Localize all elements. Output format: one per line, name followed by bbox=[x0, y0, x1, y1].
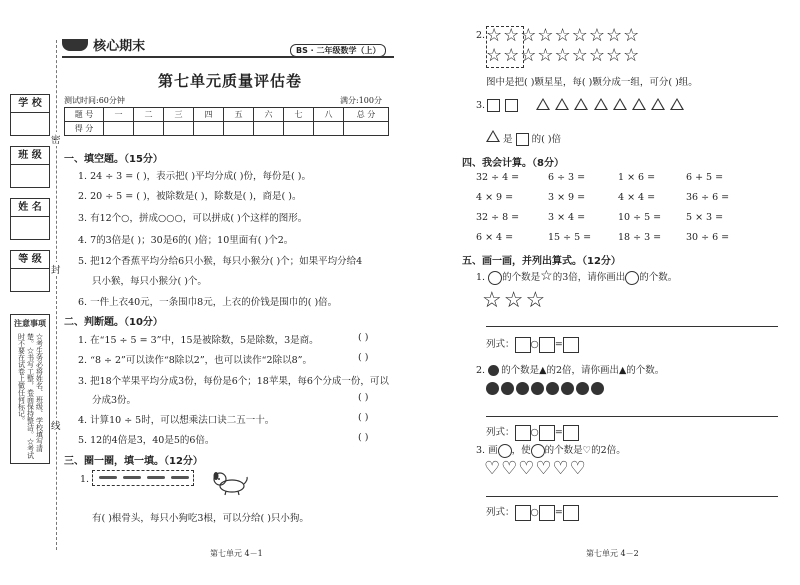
triangle-icon bbox=[651, 98, 665, 110]
circle-icon bbox=[498, 444, 512, 458]
bone-icon bbox=[123, 476, 141, 479]
calc-item: 36 ÷ 6 = bbox=[686, 192, 730, 203]
triangle-icon bbox=[574, 98, 588, 110]
section5-heading: 五、画一画，并列出算式。（12分） bbox=[462, 256, 621, 267]
s1-q5a: 5. 把12个香蕉平均分给6只小猴，每只小猴分( )个；如果平均分给4 bbox=[78, 256, 363, 267]
s5-q3-hearts: ♡♡♡♡♡♡ bbox=[484, 458, 587, 479]
seal-line bbox=[56, 40, 57, 550]
circle-icon bbox=[488, 271, 502, 285]
score-cell: 四 bbox=[194, 108, 224, 122]
s5-q3-formula bbox=[486, 504, 579, 521]
score-input[interactable] bbox=[194, 122, 224, 136]
name-label: 姓 名 bbox=[10, 198, 50, 217]
formula-op: ○ bbox=[530, 427, 539, 438]
circle-icon bbox=[531, 444, 545, 458]
formula-box[interactable] bbox=[539, 425, 555, 441]
calc-grid bbox=[476, 172, 776, 252]
r-q3-is: 是 bbox=[503, 134, 513, 145]
section2-heading: 二、判断题。（10分） bbox=[64, 317, 163, 328]
right-footer: 第七单元 4－2 bbox=[586, 549, 639, 558]
s2-q3a: 3. 把18个苹果平均分成3份，每份是6个；18苹果，每6个分成一份，可以 bbox=[78, 376, 389, 387]
circle-icon bbox=[625, 271, 639, 285]
s3-q1-num: 1. bbox=[80, 474, 90, 485]
calc-item: 6 ÷ 3 = bbox=[548, 172, 586, 183]
s5-q3-num: 3. 画 bbox=[476, 445, 498, 456]
s1-q3: 3. 有12个○，拼成○○○，可以拼成( )个这样的图形。 bbox=[78, 213, 308, 224]
square-icon bbox=[516, 133, 529, 146]
s1-q4: 4. 7的3倍是( )；30是6的( )倍；10里面有( )个2。 bbox=[78, 235, 294, 246]
triangle-icon bbox=[536, 98, 550, 110]
s2-q2: 2. “8 ÷ 2”可以读作“8除以2”，也可以读作“2除以8”。 bbox=[78, 355, 312, 366]
triangle-icon bbox=[613, 98, 627, 110]
s2-q5-answer[interactable]: ( ) bbox=[358, 432, 369, 443]
formula-box[interactable] bbox=[515, 337, 531, 353]
calc-item: 4 × 4 = bbox=[618, 192, 656, 203]
formula-op: ○ bbox=[530, 339, 539, 350]
score-input[interactable] bbox=[254, 122, 284, 136]
notice-title: 注意事项 bbox=[14, 319, 46, 328]
calc-item: 4 × 9 = bbox=[476, 192, 514, 203]
section4-heading: 四、我会计算。（8分） bbox=[462, 158, 564, 169]
boat-icon bbox=[62, 39, 88, 51]
calc-item: 5 × 3 = bbox=[686, 212, 724, 223]
calc-item: 3 × 4 = bbox=[548, 212, 586, 223]
calc-row bbox=[476, 192, 776, 212]
s5-q2-num: 2. bbox=[476, 365, 486, 376]
s5-q3-part: 的2倍。 bbox=[591, 445, 626, 456]
notice-box bbox=[10, 314, 50, 464]
level-label: 等 级 bbox=[10, 250, 50, 269]
s2-q4: 4. 计算10 ÷ 5时，可以想乘法口诀二五一十。 bbox=[78, 415, 275, 426]
school-label: 学 校 bbox=[10, 94, 50, 113]
score-cell: 总 分 bbox=[344, 108, 389, 122]
filled-circle-icon bbox=[531, 382, 544, 395]
s3-q1-text: 有( )根骨头，每只小狗吃3根，可以分给( )只小狗。 bbox=[92, 513, 309, 524]
r-q2-text: 图中是把( )颗星星，每( )颗分成一组，可分( )组。 bbox=[486, 77, 698, 88]
formula-box[interactable] bbox=[539, 337, 555, 353]
square-icon bbox=[505, 99, 518, 112]
s2-q5: 5. 12的4倍是3，40是5的6倍。 bbox=[78, 435, 215, 446]
school-field[interactable] bbox=[10, 112, 50, 136]
score-cell: 一 bbox=[104, 108, 134, 122]
logo-text: 核心期末 bbox=[93, 39, 146, 54]
heart-icon: ♡ bbox=[582, 445, 592, 456]
section3-heading: 三、圈一圈，填一填。（12分） bbox=[64, 456, 203, 467]
stars-grid bbox=[486, 26, 666, 68]
s1-q2: 2. 20 ÷ 5 = ( )，被除数是( )，除数是( )，商是( )。 bbox=[78, 191, 302, 202]
s5-q1-text bbox=[476, 268, 677, 285]
score-input[interactable] bbox=[164, 122, 194, 136]
score-value-row bbox=[65, 122, 389, 136]
triangle-icon bbox=[594, 98, 608, 110]
filled-triangle-icon: ▲ bbox=[618, 365, 627, 376]
calc-item: 18 ÷ 3 = bbox=[618, 232, 662, 243]
s5-q3-draw-line[interactable] bbox=[486, 496, 778, 497]
s5-q2-part: 的个数。 bbox=[626, 365, 665, 376]
class-label: 班 级 bbox=[10, 146, 50, 165]
s1-q1: 1. 24 ÷ 3 = ( )，表示把( )平均分成( )份，每份是( )。 bbox=[78, 171, 311, 182]
score-input[interactable] bbox=[104, 122, 134, 136]
formula-label: 列式： bbox=[486, 507, 515, 518]
formula-box[interactable] bbox=[563, 337, 579, 353]
s1-q5b: 只小猴，每只小猴分( )个。 bbox=[92, 276, 207, 287]
score-table bbox=[64, 107, 389, 136]
score-cell: 七 bbox=[284, 108, 314, 122]
left-footer: 第七单元 4－1 bbox=[210, 549, 263, 558]
s2-q3b: 分成3份。 bbox=[92, 395, 137, 406]
s5-q3-part: ，使 bbox=[511, 445, 531, 456]
s2-q4-answer[interactable]: ( ) bbox=[358, 412, 369, 423]
formula-box[interactable] bbox=[515, 505, 531, 521]
name-field[interactable] bbox=[10, 216, 50, 240]
class-field[interactable] bbox=[10, 164, 50, 188]
r-q2-num: 2. bbox=[476, 30, 486, 41]
page-title: 第七单元质量评估卷 bbox=[158, 72, 303, 90]
bones-group bbox=[92, 470, 194, 486]
formula-box[interactable] bbox=[563, 425, 579, 441]
filled-circle-icon bbox=[486, 382, 499, 395]
calc-item: 3 × 9 = bbox=[548, 192, 586, 203]
s5-q1-part: 的个数是 bbox=[502, 272, 541, 283]
s5-q1-part: 的个数。 bbox=[639, 272, 678, 283]
score-cell: 二 bbox=[134, 108, 164, 122]
formula-label: 列式： bbox=[486, 427, 515, 438]
s2-q2-answer[interactable]: ( ) bbox=[358, 352, 369, 363]
r-q3-num: 3. bbox=[476, 100, 486, 111]
star-row-2: ☆☆☆☆☆☆☆☆☆ bbox=[486, 45, 641, 66]
score-cell: 题 号 bbox=[65, 108, 104, 122]
calc-item: 6 × 4 = bbox=[476, 232, 514, 243]
bone-icon bbox=[147, 476, 165, 479]
seal-char-1: 密 bbox=[51, 132, 61, 146]
s5-q1-stars: ☆☆☆ bbox=[482, 288, 548, 313]
notice-body: ☆考生务必将姓名、班级、学校填写清楚。☆书写工整，卷面保持整洁。☆考试时不要在试卷上做任何标记。 bbox=[17, 333, 44, 459]
bone-icon bbox=[99, 476, 117, 479]
calc-row bbox=[476, 172, 776, 192]
formula-box[interactable] bbox=[539, 505, 555, 521]
score-input[interactable] bbox=[224, 122, 254, 136]
square-icon bbox=[487, 99, 500, 112]
calc-row bbox=[476, 212, 776, 232]
logo bbox=[62, 34, 162, 54]
calc-item: 32 ÷ 8 = bbox=[476, 212, 520, 223]
star-row-1: ☆☆☆☆☆☆☆☆☆ bbox=[486, 25, 641, 46]
filled-circle-icon bbox=[501, 382, 514, 395]
s5-q2-draw-line[interactable] bbox=[486, 416, 778, 417]
r-q3-times: 的( )倍 bbox=[531, 134, 562, 145]
s5-q1-formula bbox=[486, 336, 579, 353]
calc-item: 30 ÷ 6 = bbox=[686, 232, 730, 243]
filled-circle-icon bbox=[576, 382, 589, 395]
triangle-icon bbox=[486, 130, 500, 142]
formula-label: 列式： bbox=[486, 339, 515, 350]
score-cell: 八 bbox=[314, 108, 344, 122]
filled-circle-icon bbox=[488, 365, 499, 376]
filled-circle-icon bbox=[546, 382, 559, 395]
s5-q3-part: 的个数是 bbox=[544, 445, 583, 456]
s5-q2-dots bbox=[486, 380, 606, 399]
s1-q6: 6. 一件上衣40元，一条围巾8元，上衣的价钱是围巾的( )倍。 bbox=[78, 297, 338, 308]
s5-q2-part: 的2倍，请你画出 bbox=[546, 365, 619, 376]
calc-item: 1 × 6 = bbox=[618, 172, 656, 183]
r-q3-answer bbox=[486, 130, 561, 146]
s5-q1-num: 1. bbox=[476, 272, 486, 283]
triangle-icon bbox=[555, 98, 569, 110]
filled-triangle-icon: ▲ bbox=[539, 365, 547, 376]
s5-q1-draw-line[interactable] bbox=[486, 326, 778, 327]
calc-item: 32 ÷ 4 = bbox=[476, 172, 520, 183]
section1-heading: 一、填空题。（15分） bbox=[64, 154, 163, 165]
filled-circle-icon bbox=[591, 382, 604, 395]
bone-icon bbox=[171, 476, 189, 479]
filled-circle-icon bbox=[561, 382, 574, 395]
full-score: 满分:100分 bbox=[340, 96, 382, 105]
s2-q1-answer[interactable]: ( ) bbox=[358, 332, 369, 343]
dog-icon bbox=[210, 470, 250, 496]
test-time: 测试时间:60分钟 bbox=[64, 96, 125, 105]
score-cell: 六 bbox=[254, 108, 284, 122]
seal-char-2: 封 bbox=[51, 262, 61, 276]
formula-op: ○ bbox=[530, 507, 539, 518]
score-cell: 三 bbox=[164, 108, 194, 122]
score-input[interactable] bbox=[314, 122, 344, 136]
shapes-row bbox=[487, 95, 684, 114]
calc-row bbox=[476, 232, 776, 252]
star-icon: ☆ bbox=[540, 268, 553, 284]
score-input[interactable] bbox=[284, 122, 314, 136]
s5-q1-part: 的3倍，请你画出 bbox=[552, 272, 626, 283]
seal-char-3: 线 bbox=[51, 418, 61, 432]
triangle-icon bbox=[632, 98, 646, 110]
formula-op: = bbox=[554, 507, 563, 518]
score-input[interactable] bbox=[344, 122, 389, 136]
score-cell: 五 bbox=[224, 108, 254, 122]
score-input[interactable] bbox=[134, 122, 164, 136]
formula-box[interactable] bbox=[563, 505, 579, 521]
s5-q3-text bbox=[476, 442, 626, 458]
s2-q3-answer[interactable]: ( ) bbox=[358, 392, 369, 403]
level-field[interactable] bbox=[10, 268, 50, 292]
s5-q2-text bbox=[476, 362, 664, 376]
s2-q1: 1. 在“15 ÷ 5 = 3”中，15是被除数，5是除数，3是商。 bbox=[78, 335, 319, 346]
s5-q2-formula bbox=[486, 424, 579, 441]
calc-item: 10 ÷ 5 = bbox=[618, 212, 662, 223]
calc-item: 15 ÷ 5 = bbox=[548, 232, 592, 243]
s5-q2-part: 的个数是 bbox=[501, 365, 540, 376]
triangle-icon bbox=[670, 98, 684, 110]
formula-op: = bbox=[554, 427, 563, 438]
score-header-row bbox=[65, 108, 389, 122]
calc-item: 6 + 5 = bbox=[686, 172, 724, 183]
grade-tag: BS · 二年级数学（上） bbox=[290, 44, 386, 57]
formula-box[interactable] bbox=[515, 425, 531, 441]
filled-circle-icon bbox=[516, 382, 529, 395]
score-row-label: 得 分 bbox=[65, 122, 104, 136]
formula-op: = bbox=[554, 339, 563, 350]
